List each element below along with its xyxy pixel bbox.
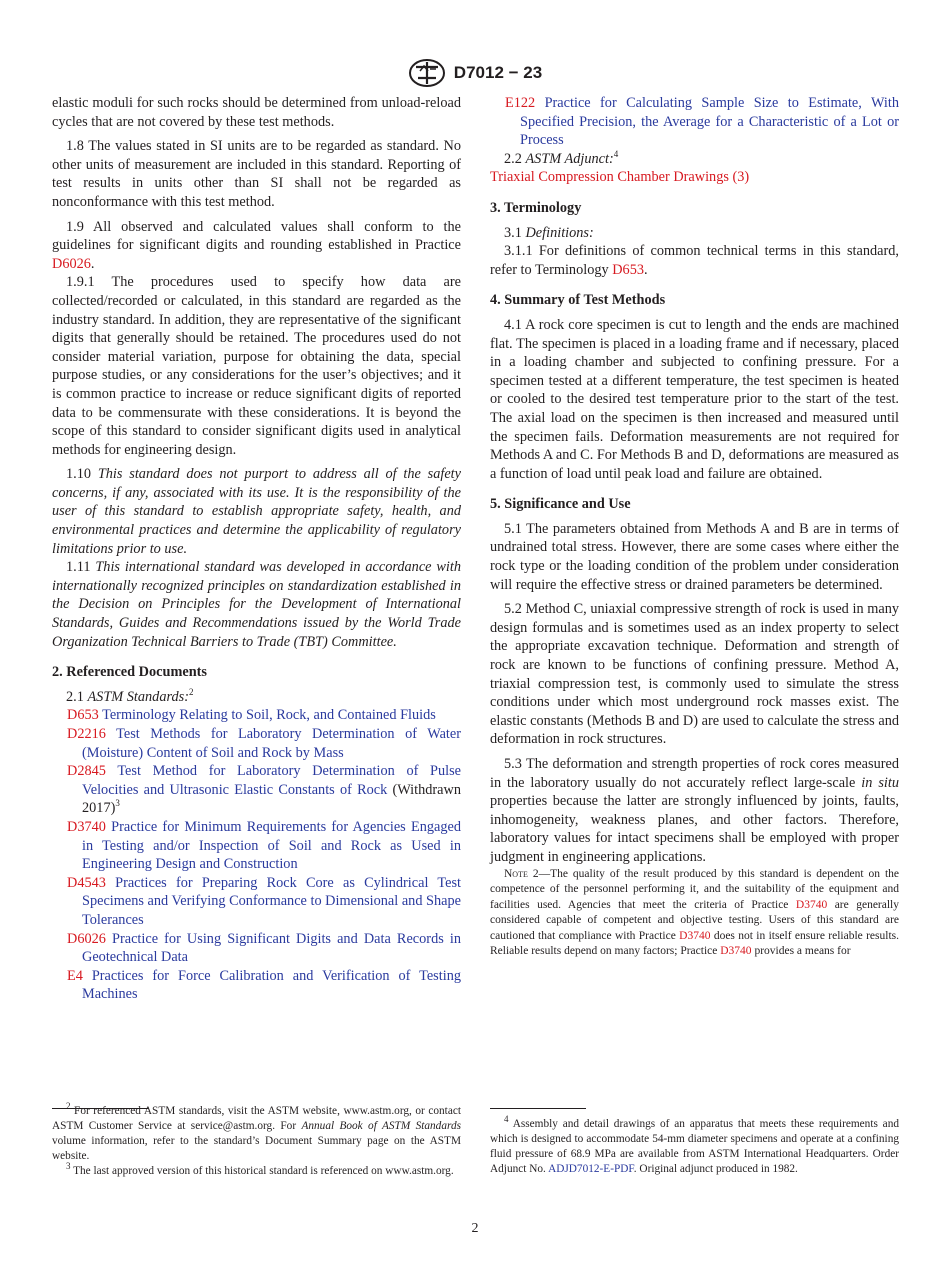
paragraph-1-10: 1.10 This standard does not purport to address all of the safety concerns, if any, associated with its use. It is the responsibility of the user of this standard to establish appropriate safety, health, and environmental practices and determine the applicability of regulatory limitations prior to use. [52, 466, 462, 557]
paragraph-3-1-1: 3.1.1 For definitions of common technical terms in this standard, refer to Terminology D653. [490, 243, 899, 278]
section-5-heading: 5. Significance and Use [490, 496, 631, 513]
page-number: 2 [471, 1221, 479, 1236]
paragraph-5-2: 5.2 Method C, uniaxial compressive strength of rock is used in many design formulas and is sometimes used as an index property to select the appropriate excavation technique. Deformation and strength of rock are known to be functions of confining pressure. Method A, triaxial compression test, is commonly used to simulate the stress conditions under which most underground rock masses exist. The elastic constants (Methods B and D) are used to calculate the stress and deformation in rock structures. [490, 601, 899, 748]
ref-e4[interactable]: E4 Practices for Force Calibration and Verification of Testing Machines [67, 967, 461, 1003]
footnote-rule-right [490, 1108, 586, 1109]
paragraph-1-11: 1.11 This international standard was developed in accordance with internationally recognized principles on standardization established in the Decision on Principles for the Development of International Standards, Guides and Recommendations issued by the World Trade Organization Technical Barriers to Trade (TBT) Committee. [52, 559, 461, 650]
ref-d6026[interactable]: D6026 Practice for Using Significant Digits and Data Records in Geotechnical Data [67, 930, 461, 966]
standard-designation: D7012 − 23 [453, 63, 543, 82]
link-d653[interactable]: D653 [612, 261, 644, 278]
footnotes-right [490, 1114, 899, 1177]
subsection-2-2: 2.2 ASTM Adjunct:$^4$ [504, 149, 619, 167]
footnote-4: $^4$ Assembly and detail drawings of an apparatus that meets these requirements and which is designed to accommodate 54-mm diameter specimens and operate at a confining fluid pressure of 68.9 MPa are available from ASTM International Headquarters. Order Adjunct No. ADJD7012-E-PDF. Original adjunct produced in 1982. [490, 1114, 899, 1175]
ref-d653[interactable]: D653 Terminology Relating to Soil, Rock, and Contained Fluids [67, 707, 436, 724]
paragraph-1-9: 1.9 All observed and calculated values shall conform to the guidelines for significant digits and rounding established in Practice D6026. [52, 218, 461, 272]
link-d3740[interactable]: D3740 [795, 898, 828, 911]
link-d3740[interactable]: D3740 [679, 929, 711, 942]
paragraph-1-8: 1.8 The values stated in SI units are to be regarded as standard. No other units of measurement are included in this standard. Reporting of test results in units other than SI shall not be regarded as nonconformance with this test method. [52, 138, 461, 210]
subsection-3-1: 3.1 Definitions: [504, 224, 594, 241]
ref-d2216[interactable]: D2216 Test Methods for Laboratory Determination of Water (Moisture) Content of Soil and Rock by Mass [67, 726, 461, 761]
paragraph-1-9-1: 1.9.1 The procedures used to specify how data are collected/recorded or calculated, in this standard are regarded as the industry standard. In addition, they are representative of the significant digits that generally should be retained. The procedures used do not consider material variation, purpose for obtaining the data, special purpose studies, or any considerations for the user’s objectives; and it is common practice to increase or reduce significant digits of reported data to be commensurate with these considerations. It is beyond the scope of this standard to consider significant digits used in analytical methods for engineering design. [52, 274, 461, 458]
paragraph-5-3: 5.3 The deformation and strength properties of rock cores measured in the laboratory usually do not accurately reflect large-scale in situ properties because the latter are strongly influenced by joints, faults, inhomogeneity, weakness planes, and other factors. Therefore, laboratory values for intact specimens shall be employed with proper judgment in engineering applications. [490, 756, 899, 865]
left-column [52, 94, 461, 1004]
astm-logo-icon [408, 58, 446, 88]
ref-e122[interactable]: E122 Practice for Calculating Sample Size to Estimate, With Specified Precision, the Average for a Characteristic of a Lot or Process [505, 95, 899, 149]
footnote-3: $^3$ The last approved version of this historical standard is referenced on www.astm.org. [66, 1161, 454, 1177]
link-d3740[interactable]: D3740 [720, 945, 752, 958]
link-adjunct[interactable]: ADJD7012-E-PDF [548, 1163, 634, 1175]
ref-d3740[interactable]: D3740 Practice for Minimum Requirements for Agencies Engaged in Testing and/or Inspection of Soil and Rock as Used in Engineering Design and Construction [67, 818, 461, 873]
section-2-heading: 2. Referenced Documents [52, 664, 207, 681]
link-d6026[interactable]: D6026 [52, 255, 91, 272]
right-column [490, 94, 899, 960]
ref-d2845[interactable]: D2845 Test Method for Laboratory Determination of Pulse Velocities and Ultrasonic Elastic Constants of Rock (Withdrawn 2017)$^3$ [67, 763, 462, 817]
paragraph-4-1: 4.1 A rock core specimen is cut to length and the ends are machined flat. The specimen is placed in a loading frame and if necessary, placed in a loading chamber and subjected to confining pressure. For a specimen tested at a different temperature, the test specimen is heated or cooled to the desired test temperature prior to the start of the test. The axial load on the specimen is then increased and measured until the specimen fails. Deformation measurements are not required for Methods A and C. For Methods B and D, deformations are measured as a function of load until peak load and failure are obtained. [490, 316, 899, 482]
section-4-heading: 4. Summary of Test Methods [490, 292, 666, 309]
note-2: Note 2—The quality of the result produced by this standard is dependent on the competence of the personnel performing it, and the suitability of the equipment and facilities used. Agencies that meet the criteria of Practice D3740 are generally considered capable of competent and objective testing. Users of this standard are cautioned that compliance with Practice D3740 does not in itself ensure reliable results. Reliable results depend on many factors; Practice D3740 provides a means for [490, 867, 899, 958]
footnote-2: $^2$ For referenced ASTM standards, visit the ASTM website, www.astm.org, or contact ASTM Customer Service at service@astm.org. For Annual Book of ASTM Standards volume information, refer to the standard’s Document Summary page on the ASTM website. [52, 1101, 462, 1162]
section-3-heading: 3. Terminology [490, 199, 582, 216]
page-header [0, 58, 950, 88]
adjunct-link[interactable]: Triaxial Compression Chamber Drawings (3) [490, 169, 750, 186]
paragraph-5-1: 5.1 The parameters obtained from Methods A and B are in terms of undrained total stress. However, there are some cases where either the rock type or the loading condition of the problem under consideration will require the effective stress or drained parameters be determined. [490, 520, 899, 593]
ref-d4543[interactable]: D4543 Practices for Preparing Rock Core as Cylindrical Test Specimens and Verifying Conformance to Dimensional and Shape Tolerances [67, 874, 461, 928]
paragraph-continued: elastic moduli for such rocks should be determined from unload-reload cycles that are not covered by these test methods. [52, 95, 461, 130]
footnotes-left [52, 1101, 462, 1179]
subsection-2-1: 2.1 ASTM Standards:$^2$ [66, 687, 194, 705]
